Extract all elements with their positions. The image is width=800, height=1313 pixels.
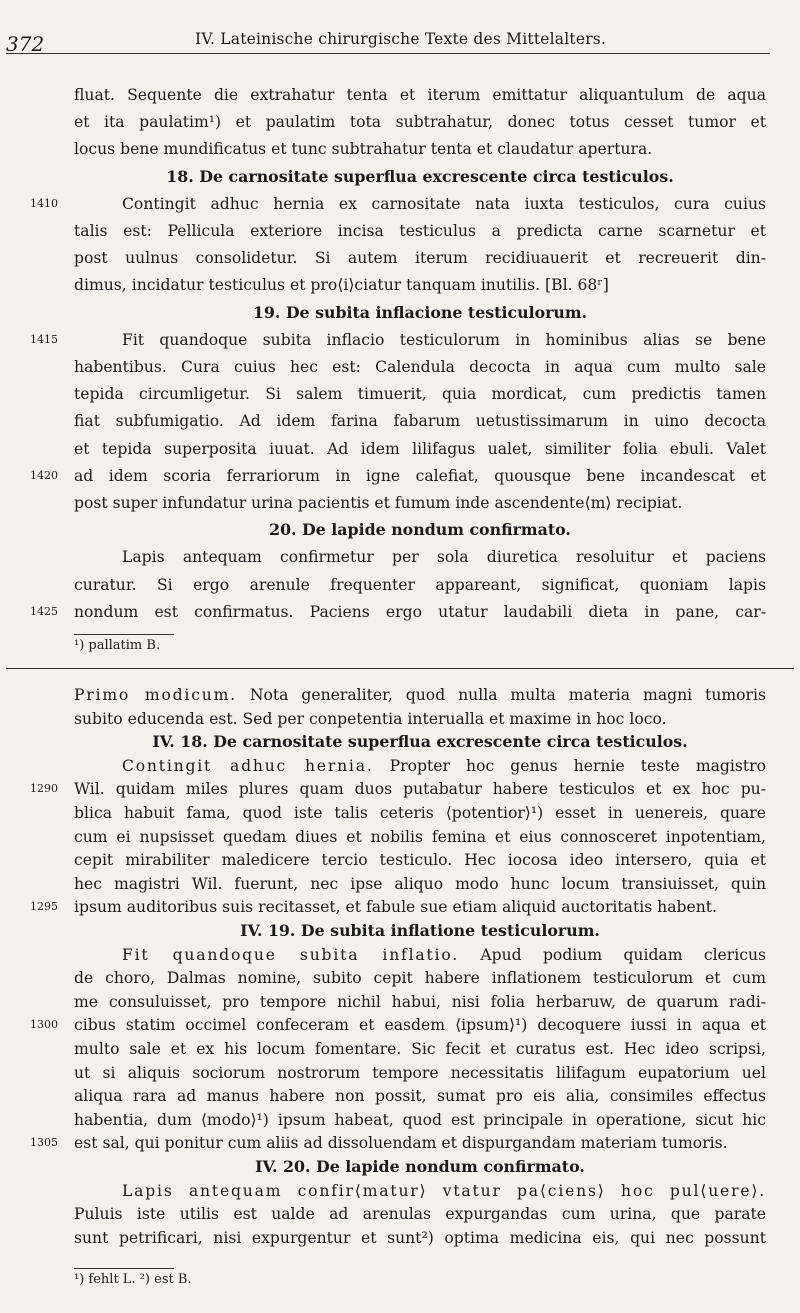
text-line: fluat. Sequente die extrahatur tenta et iterum emittatur aliquantulum de aqua xyxy=(74,86,766,104)
section-heading: IV. 19. De subita inflatione testiculorum. xyxy=(240,921,600,940)
text-line: Wil. quidam miles plures quam duos putabatur habere testiculos et ex hoc pu- xyxy=(74,780,766,799)
text-line: fiat subfumigatio. Ad idem farina fabarum uetustissimarum in uino decocta xyxy=(74,412,766,431)
text-line: cepit mirabiliter maledicere tercio testiculo. Hec iocosa ideo intersero, quia et xyxy=(74,851,766,870)
text-line: post super infundatur urina pacientis et fumum inde ascendente⟨m⟩ recipiat. xyxy=(74,494,683,512)
line-number: 1415 xyxy=(30,332,58,346)
line-number: 1420 xyxy=(30,468,58,482)
spaced-lemma: Lapis antequam confir⟨matur⟩ vtatur pa⟨ciens⟩ hoc pul⟨uere⟩. xyxy=(122,1181,766,1200)
section-heading: IV. 20. De lapide nondum confirmato. xyxy=(255,1157,585,1176)
text-line: cibus statim occimel confeceram et easdem ⟨ipsum⟩¹) decoquere iussi in aqua et xyxy=(74,1016,766,1035)
text-line: nondum est confirmatus. Paciens ergo utatur laudabili dieta in pane, car- xyxy=(74,602,766,621)
text-line: Fit quandoque subita inflacio testiculorum in hominibus alias se bene xyxy=(122,330,766,349)
section-heading: 20. De lapide nondum confirmato. xyxy=(269,520,571,540)
text-line: locus bene mundificatus et tunc subtrahatur tenta et claudatur apertura. xyxy=(74,140,653,159)
text-line: me consuluisset, pro tempore nichil habui, nisi folia herbaruw, de quarum radi- xyxy=(74,992,766,1011)
text-line: tepida circumligetur. Si salem timuerit, quia mordicat, cum predictis tamen xyxy=(74,385,766,404)
text-line: dimus, incidatur testiculus et pro⟨i⟩ciatur tanquam inutilis. [Bl. 68ʳ] xyxy=(74,276,609,295)
line-number: 1290 xyxy=(30,782,58,796)
footnote-bottom: ¹) fehlt L. ²) est B. xyxy=(74,1272,192,1287)
section-heading: 18. De carnositate superflua excrescente circa testiculos. xyxy=(166,166,674,186)
text-line: multo sale et ex his locum fomentare. Sic fecit et curatus est. Hec ideo scripsi, xyxy=(74,1040,766,1058)
running-title: IV. Lateinische chirurgische Texte des Mittelalters. xyxy=(195,30,607,48)
text-line: Lapis antequam confirmetur per sola diuretica resoluitur et paciens xyxy=(122,548,766,567)
page-number: 372 xyxy=(6,32,45,56)
spaced-lemma: Primo modicum. xyxy=(74,686,237,704)
line-number: 1305 xyxy=(30,1136,58,1150)
text-line: Primo modicum. Nota generaliter, quod nulla multa materia magni tumoris xyxy=(74,686,767,704)
spaced-lemma: Contingit adhuc hernia. xyxy=(122,756,374,775)
section-heading: 19. De subita inflacione testiculorum. xyxy=(252,302,588,322)
text-line: subito educenda est. Sed per conpetentia interualla et maxime in hoc loco. xyxy=(74,709,667,728)
text-line: Contingit adhuc hernia ex carnositate nata iuxta testiculos, cura cuius xyxy=(122,194,766,213)
text-line: cum ei nupsisset quedam diues et nobilis femina et eius connosceret inpotentiam, xyxy=(74,827,766,846)
text-line: blica habuit fama, quod iste talis ceteris ⟨potentior⟩¹) esset in uenereis, quare xyxy=(74,804,766,822)
text-line: hec magistri Wil. fuerunt, nec ipse aliquo modo hunc locum transiuisset, quin xyxy=(74,874,766,893)
footnote-rule-top xyxy=(74,634,174,635)
line-number: 1300 xyxy=(30,1018,58,1032)
text-line: Puluis iste utilis est ualde ad arenulas expurgandas cum urina, que parate xyxy=(74,1205,766,1224)
text-line: est sal, qui ponitur cum aliis ad dissoluendam et dispurgandam materiam tumoris. xyxy=(74,1134,728,1153)
text-line: Fit quandoque subita inflatio. Apud podium quidam clericus xyxy=(122,945,767,964)
text-line: habentia, dum ⟨modo⟩¹) ipsum habeat, quod est principale in operatione, sicut hic xyxy=(74,1110,766,1129)
text-line: Contingit adhuc hernia. Propter hoc genus hernie teste magistro xyxy=(122,756,766,775)
running-header xyxy=(0,26,800,56)
text-line xyxy=(122,1180,766,1202)
section-heading: IV. 18. De carnositate superflua excrescente circa testiculos. xyxy=(152,732,688,752)
section-divider xyxy=(6,668,794,669)
line-number: 1295 xyxy=(30,900,58,914)
text-line: curatur. Si ergo arenule frequenter appareant, significat, quoniam lapis xyxy=(74,575,766,594)
footnote-top: ¹) pallatim B. xyxy=(74,638,161,653)
text-line: aliqua rara ad manus habere non possit, sumat pro eis alia, consimiles effectus xyxy=(74,1087,766,1106)
text-line: ipsum auditoribus suis recitasset, et fabule sue etiam aliquid auctoritatis habent. xyxy=(74,898,717,917)
header-rule xyxy=(6,53,770,54)
footnote-rule-bottom xyxy=(74,1268,174,1269)
text-line: sunt petrificari, nisi expurgentur et sunt²) optima medicina eis, qui nec possunt xyxy=(74,1228,766,1247)
text-line: et ita paulatim¹) et paulatim tota subtrahatur, donec totus cesset tumor et xyxy=(74,113,766,132)
line-number: 1425 xyxy=(30,604,58,618)
text-line: talis est: Pellicula exteriore incisa testiculus a predicta carne scarnetur et xyxy=(74,222,766,240)
text-line: habentibus. Cura cuius hec est: Calendula decocta in aqua cum multo sale xyxy=(74,358,766,376)
text-line: ad idem scoria ferrariorum in igne calefiat, quousque bene incandescat et xyxy=(74,466,766,485)
text-line: de choro, Dalmas nomine, subito cepit habere inflationem testiculorum et cum xyxy=(74,969,766,988)
text-line: et tepida superposita iuuat. Ad idem lilifagus ualet, similiter folia ebuli. Valet xyxy=(74,439,766,458)
spaced-lemma: Fit quandoque subita inflatio. xyxy=(122,945,460,964)
text-line: ut si aliquis sociorum nostrorum tempore necessitatis lilifagum eupatorium uel xyxy=(74,1063,766,1082)
line-number: 1410 xyxy=(30,196,58,210)
text-line: post uulnus consolidetur. Si autem iterum recidiuauerit et recreuerit din- xyxy=(74,249,766,268)
